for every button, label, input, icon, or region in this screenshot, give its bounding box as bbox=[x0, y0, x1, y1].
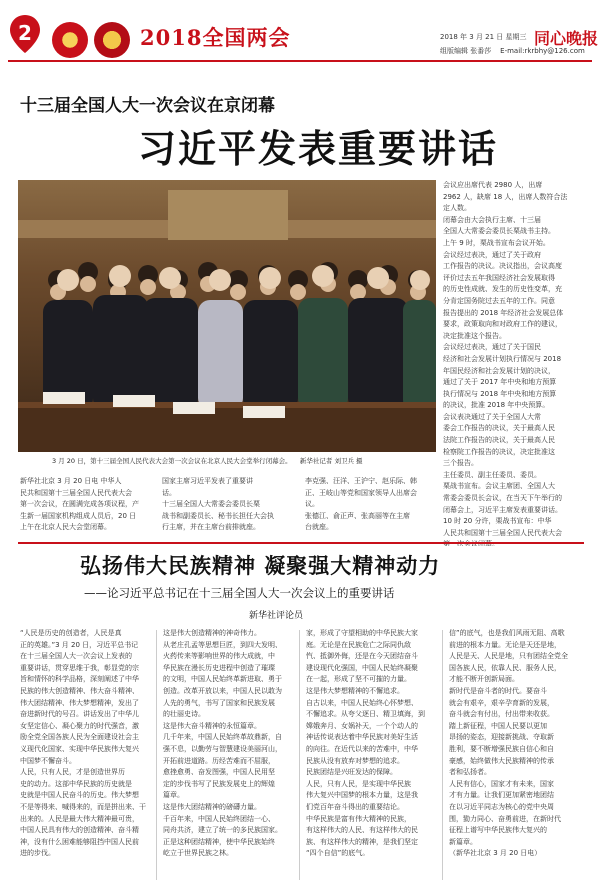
text-line: 李克强、汪洋、王沪宁、赵乐际、韩 bbox=[305, 477, 417, 485]
text-line: 伟大复兴中国梦的根本力量，这是我 bbox=[306, 791, 418, 800]
text-line: 的向往。在近代以来的苦难中，中华 bbox=[306, 744, 418, 753]
text-line: 定的步伐书写了民族发展史上的辉煌 bbox=[163, 779, 275, 788]
text-line: 人民有信心，国家才有未来，国家 bbox=[449, 779, 554, 788]
article2-column-3 bbox=[306, 628, 436, 882]
article2-byline: 新华社评论员 bbox=[249, 611, 304, 621]
text-line: 华民族在漫长历史进程中创造了璀璨 bbox=[163, 663, 275, 672]
text-line: 自古以来，中国人民始终心怀梦想、 bbox=[306, 698, 418, 707]
national-emblem-icon bbox=[52, 22, 88, 58]
text-line: 奋进新时代的号召。讲话发出了中华儿 bbox=[20, 710, 139, 719]
editor-name: 组版编辑 张番莎 bbox=[440, 47, 492, 55]
article2-column-1 bbox=[20, 628, 150, 882]
text-line: 工作报告的决议。决议指出，会议高度 bbox=[443, 262, 562, 271]
text-line: 义现代化国家、实现中华民族伟大复兴 bbox=[20, 744, 139, 753]
text-line: 话。 bbox=[162, 488, 176, 497]
editor-email: E-mail:rkrbhy@126.com bbox=[500, 47, 585, 55]
photo-illustration bbox=[18, 180, 436, 452]
header-rule bbox=[8, 60, 592, 62]
text-line: 新时代是奋斗者的时代。要奋斗 bbox=[449, 686, 547, 695]
article1-column-2 bbox=[162, 476, 290, 546]
text-line: 神话传说表达着中华民族对美好生活 bbox=[306, 733, 418, 742]
text-line: 胜利，要不断增强民族自信心和自 bbox=[449, 744, 554, 753]
text-line: 者和弘扬者。 bbox=[449, 768, 491, 777]
text-line: 就会有艰辛，艰辛孕育新的发展， bbox=[449, 698, 554, 707]
text-line: 战书和副委员长、秘书长担任大会执 bbox=[162, 511, 274, 520]
text-line: 族、有这样伟大的精神，是我们坚定 bbox=[306, 837, 418, 846]
text-line: 会议经过表决，通过了关于政府 bbox=[443, 250, 541, 259]
text-line: 会议表决通过了关于全国人大常 bbox=[443, 412, 541, 421]
text-line: 闭幕会由大会执行主席、十三届 bbox=[443, 215, 541, 224]
text-line: 进的步伐。 bbox=[20, 849, 55, 858]
text-line: 嫦娥奔月、女娲补天，一个个动人的 bbox=[306, 721, 418, 730]
text-line: 生新一届国家机构组成人员后，20 日 bbox=[20, 511, 137, 520]
text-line: 十三届全国人大常委会委员长栗 bbox=[162, 500, 260, 509]
text-line: 旨和情怀的科学品格，深刻阐述了中华 bbox=[20, 675, 139, 684]
text-line: 三个报告。 bbox=[443, 459, 478, 468]
text-line: 委会工作报告的决议，关于最高人民 bbox=[443, 424, 555, 433]
text-line: 上午 9 时，栗战书宣布会议开始。 bbox=[443, 238, 550, 247]
text-line: 正、王岐山等党和国家领导人出席会 bbox=[305, 488, 417, 497]
text-line: 女坚定信心、凝心聚力的时代强音，激 bbox=[20, 721, 139, 730]
text-line: 民族团结是兴旺发达的保障。 bbox=[306, 768, 397, 777]
text-line: 史的动力。这部中华民族的历史就是 bbox=[20, 779, 132, 788]
text-line: 这是伟大奋斗精神的永恒篇章。 bbox=[163, 721, 261, 730]
text-line: 在十三届全国人大一次会议上发表的 bbox=[20, 652, 132, 661]
text-line: 会议应出席代表 2980 人，出席 bbox=[443, 181, 543, 189]
text-line: 昂扬的姿态，迎接新挑战、夺取新 bbox=[449, 733, 554, 742]
text-line: 们党百年奋斗得出的重要结论。 bbox=[306, 802, 404, 811]
text-line: 国各族人民，依靠人民、服务人民， bbox=[449, 663, 561, 672]
text-line: “人民是历史的创造者，人民是真 bbox=[20, 629, 122, 637]
text-line: 主任委员、副主任委员、委员。 bbox=[443, 470, 541, 479]
text-line: 从老庄孔孟等思想巨匠，到四大发明、 bbox=[163, 640, 282, 649]
text-line: 国家主席习近平发表了重要讲 bbox=[162, 477, 253, 485]
article1-kicker: 十三届全国人大一次会议在京闭幕 bbox=[20, 96, 275, 116]
text-line: 开拓前进道路。历经苦难而不屈服， bbox=[163, 756, 275, 765]
text-line: 伟大团结精神、伟大梦想精神，发出了 bbox=[20, 698, 139, 707]
text-line: 忾、抵御外侮，还是在今天团结奋斗 bbox=[306, 652, 418, 661]
cppcc-emblem-icon bbox=[94, 22, 130, 58]
text-line: 才有力量。让我们更加紧密地团结 bbox=[449, 791, 554, 800]
text-line: 评价过去五年我国经济社会发展取得 bbox=[443, 273, 555, 282]
text-line: 豪感，始终做伟大民族精神的传承 bbox=[449, 756, 554, 765]
text-line: 中华民族是富有伟大精神的民族， bbox=[306, 814, 411, 823]
text-line: 有这样伟大的人民、有这样伟大的民 bbox=[306, 826, 418, 835]
text-line: 围，勠力同心、奋勇前进，在新时代 bbox=[449, 814, 561, 823]
text-line: 正的英雄。”3 月 20 日，习近平总书记 bbox=[20, 640, 139, 649]
text-line: 第一次会议，在圆满完成各项议程，产 bbox=[20, 500, 139, 509]
text-line: 不懈追求。从夸父逐日、精卫填海，到 bbox=[306, 710, 425, 719]
text-line: 不是等得来、喊得来的，而是拼出来、干 bbox=[20, 802, 146, 811]
text-line: 行主席，并在主席台前排就座。 bbox=[162, 523, 260, 532]
page-number: 2 bbox=[18, 21, 32, 45]
text-line: 同舟共济，建立了统一的多民族国家。 bbox=[163, 826, 282, 835]
text-line: 的壮丽史诗。 bbox=[163, 710, 205, 719]
text-line: 几千年来，中国人民始终革故鼎新，自 bbox=[163, 733, 282, 742]
text-line: 中国人民具有伟大的创造精神、奋斗精 bbox=[20, 826, 139, 835]
article2-column-4 bbox=[449, 628, 584, 882]
text-line: 分肯定国务院过去五年的工作。同意 bbox=[443, 296, 555, 305]
text-line: 议。 bbox=[305, 500, 319, 509]
text-line: 法院工作报告的决议，关于最高人民 bbox=[443, 436, 555, 445]
text-line: 人民是天、人民是地，只有团结全党全 bbox=[449, 652, 568, 661]
text-line: 篇章。 bbox=[163, 791, 184, 800]
column-rule bbox=[299, 630, 300, 880]
text-line: 这是伟大创造精神的神奇伟力。 bbox=[163, 629, 261, 637]
article1-column-3 bbox=[305, 476, 433, 546]
text-line: 踏上新征程，中国人民要以更加 bbox=[449, 721, 547, 730]
photo-credit: 新华社记者 刘卫兵 摄 bbox=[299, 457, 363, 465]
text-line: 在一起，形成了坚不可摧的力量。 bbox=[306, 675, 411, 684]
text-line: 的文明，中国人民始终革新进取、勇于 bbox=[163, 675, 282, 684]
text-line: 民族从没有放弃对梦想的追求。 bbox=[306, 756, 404, 765]
paper-logo: 同心晚报 bbox=[534, 29, 599, 48]
column-rule bbox=[442, 630, 443, 880]
text-line: 通过了关于 2017 年中央和地方预算 bbox=[443, 378, 557, 387]
text-line: 检察院工作报告的决议，决定批准这 bbox=[443, 447, 555, 456]
article1-right-column bbox=[443, 180, 585, 546]
text-line: 强不息，以勤劳与智慧建设美丽河山， bbox=[163, 744, 282, 753]
text-line: 人民共和国第十三届全国人民代表大会 bbox=[443, 528, 562, 537]
text-line: 史就是中国人民奋斗的历史。伟大梦想 bbox=[20, 791, 139, 800]
text-line: 这是伟大梦想精神的不懈追求。 bbox=[306, 686, 404, 695]
text-line: 庭。无论是在民族危亡之际同仇敌 bbox=[306, 640, 411, 649]
text-line: 决定批准这个报告。 bbox=[443, 331, 506, 340]
text-line: 励全党全国各族人民为全面建设社会主 bbox=[20, 733, 139, 742]
article2-subheadline: ——论习近平总书记在十三届全国人大一次会议上的重要讲话 bbox=[84, 586, 395, 600]
text-line: 在以习近平同志为核心的党中央周 bbox=[449, 802, 554, 811]
article1-column-1 bbox=[20, 476, 148, 546]
text-line: 才能不断开创新局面。 bbox=[449, 675, 519, 684]
text-line: 的历史性成就、发生的历史性变革，充 bbox=[443, 285, 562, 294]
section-divider bbox=[18, 542, 584, 544]
text-line: 重要讲话，贯穿思维于我，彰显党的宗 bbox=[20, 663, 139, 672]
text-line: （新华社北京 3 月 20 日电） bbox=[449, 849, 542, 858]
article2-headline: 弘扬伟大民族精神 凝聚强大精神动力 bbox=[80, 553, 441, 578]
text-line: 中国梦不懈奋斗。 bbox=[20, 756, 76, 765]
article1-headline: 习近平发表重要讲话 bbox=[138, 126, 499, 171]
text-line: 民共和国第十三届全国人民代表大会 bbox=[20, 488, 132, 497]
text-line: 建设现代化强国，中国人民始终凝聚 bbox=[306, 663, 418, 672]
text-line: 正是这种团结精神，使中华民族始终 bbox=[163, 837, 275, 846]
text-line: 的决议，批准 2018 年中央预算。 bbox=[443, 401, 550, 410]
text-line: 常委会委员长会议，在当天下午举行的 bbox=[443, 494, 562, 503]
text-line: 愈挫愈勇、奋发图强，中国人民用坚 bbox=[163, 768, 275, 777]
text-line: 新篇章。 bbox=[449, 837, 477, 846]
text-line: 出来的。人民是最大伟大精神最可贵， bbox=[20, 814, 139, 823]
text-line: 报告提出的 2018 年经济社会发展总体 bbox=[443, 308, 564, 317]
issue-date: 2018 年 3 月 21 日 星期三 bbox=[440, 33, 527, 41]
text-line: 人先的勇气，书写了国家和民族发展 bbox=[163, 698, 275, 707]
text-line: 这是伟大团结精神的磅礴力量。 bbox=[163, 802, 261, 811]
text-line: 家，形成了守望相助的中华民族大家 bbox=[306, 629, 418, 637]
article2-column-2 bbox=[163, 628, 293, 882]
text-line: 信”的底气，也是我们风雨无阻、高歌 bbox=[449, 629, 565, 637]
page-number-badge bbox=[8, 14, 42, 54]
text-line: 火药传来等影响世界的伟大成就，中 bbox=[163, 652, 275, 661]
text-line: 年国民经济和社会发展计划的决议， bbox=[443, 366, 555, 375]
text-line: 创造。改革开放以来，中国人民以敢为 bbox=[163, 686, 282, 695]
text-line: 栗战书宣布。会议主席团、全国人大 bbox=[443, 482, 555, 491]
column-rule bbox=[156, 630, 157, 880]
text-line: 闭幕会上，习近平主席发表重要讲话。 bbox=[443, 505, 562, 514]
text-line: “四个自信”的底气。 bbox=[306, 849, 370, 858]
text-line: 屹立于世界民族之林。 bbox=[163, 849, 233, 858]
text-line: 张德江、俞正声、张高丽等在主席 bbox=[305, 511, 410, 520]
photo-caption-text: 3 月 20 日，第十三届全国人民代表大会第一次会议在北京人民大会堂举行闭幕会。 bbox=[52, 457, 292, 465]
text-line: 台就座。 bbox=[305, 523, 333, 532]
text-line: 上午在北京人民大会堂闭幕。 bbox=[20, 523, 111, 532]
section-title: 2018全国两会 bbox=[140, 25, 291, 50]
page-header bbox=[0, 0, 600, 66]
text-line: 10 时 20 分许，栗战书宣布：中华 bbox=[443, 517, 552, 526]
text-line: 新华社北京 3 月 20 日电 中华人 bbox=[20, 477, 122, 485]
text-line: 会议经过表决，通过了关于国民 bbox=[443, 343, 541, 352]
text-line: 2962 人，缺席 18 人，出席人数符合法 bbox=[443, 192, 568, 201]
text-line: 神，没有什么困难能够阻挡中国人民前 bbox=[20, 837, 139, 846]
text-line: 执行情况与 2018 年中央和地方预算 bbox=[443, 389, 557, 398]
text-line: 经济和社会发展计划执行情况与 2018 bbox=[443, 354, 562, 363]
text-line: 征程上谱写中华民族伟大复兴的 bbox=[449, 826, 547, 835]
text-line: 要求，政策取向和对政府工作的建议， bbox=[443, 320, 562, 329]
text-line: 前进的根本力量。无论是天还是地， bbox=[449, 640, 561, 649]
text-line: 民族的伟大创造精神、伟大奋斗精神、 bbox=[20, 686, 139, 695]
text-line: 人民，只有人民，才是创造世界历 bbox=[20, 768, 125, 777]
text-line: 定人数。 bbox=[443, 204, 471, 213]
photo-caption bbox=[52, 456, 363, 465]
text-line: 奋斗就会有付出，付出带来收获。 bbox=[449, 710, 554, 719]
session-photo bbox=[18, 180, 436, 452]
text-line: 全国人大常委会委员长栗战书主持。 bbox=[443, 227, 555, 236]
text-line: 千百年来，中国人民始终团结一心、 bbox=[163, 814, 275, 823]
text-line: 人民，只有人民，是实现中华民族 bbox=[306, 779, 411, 788]
